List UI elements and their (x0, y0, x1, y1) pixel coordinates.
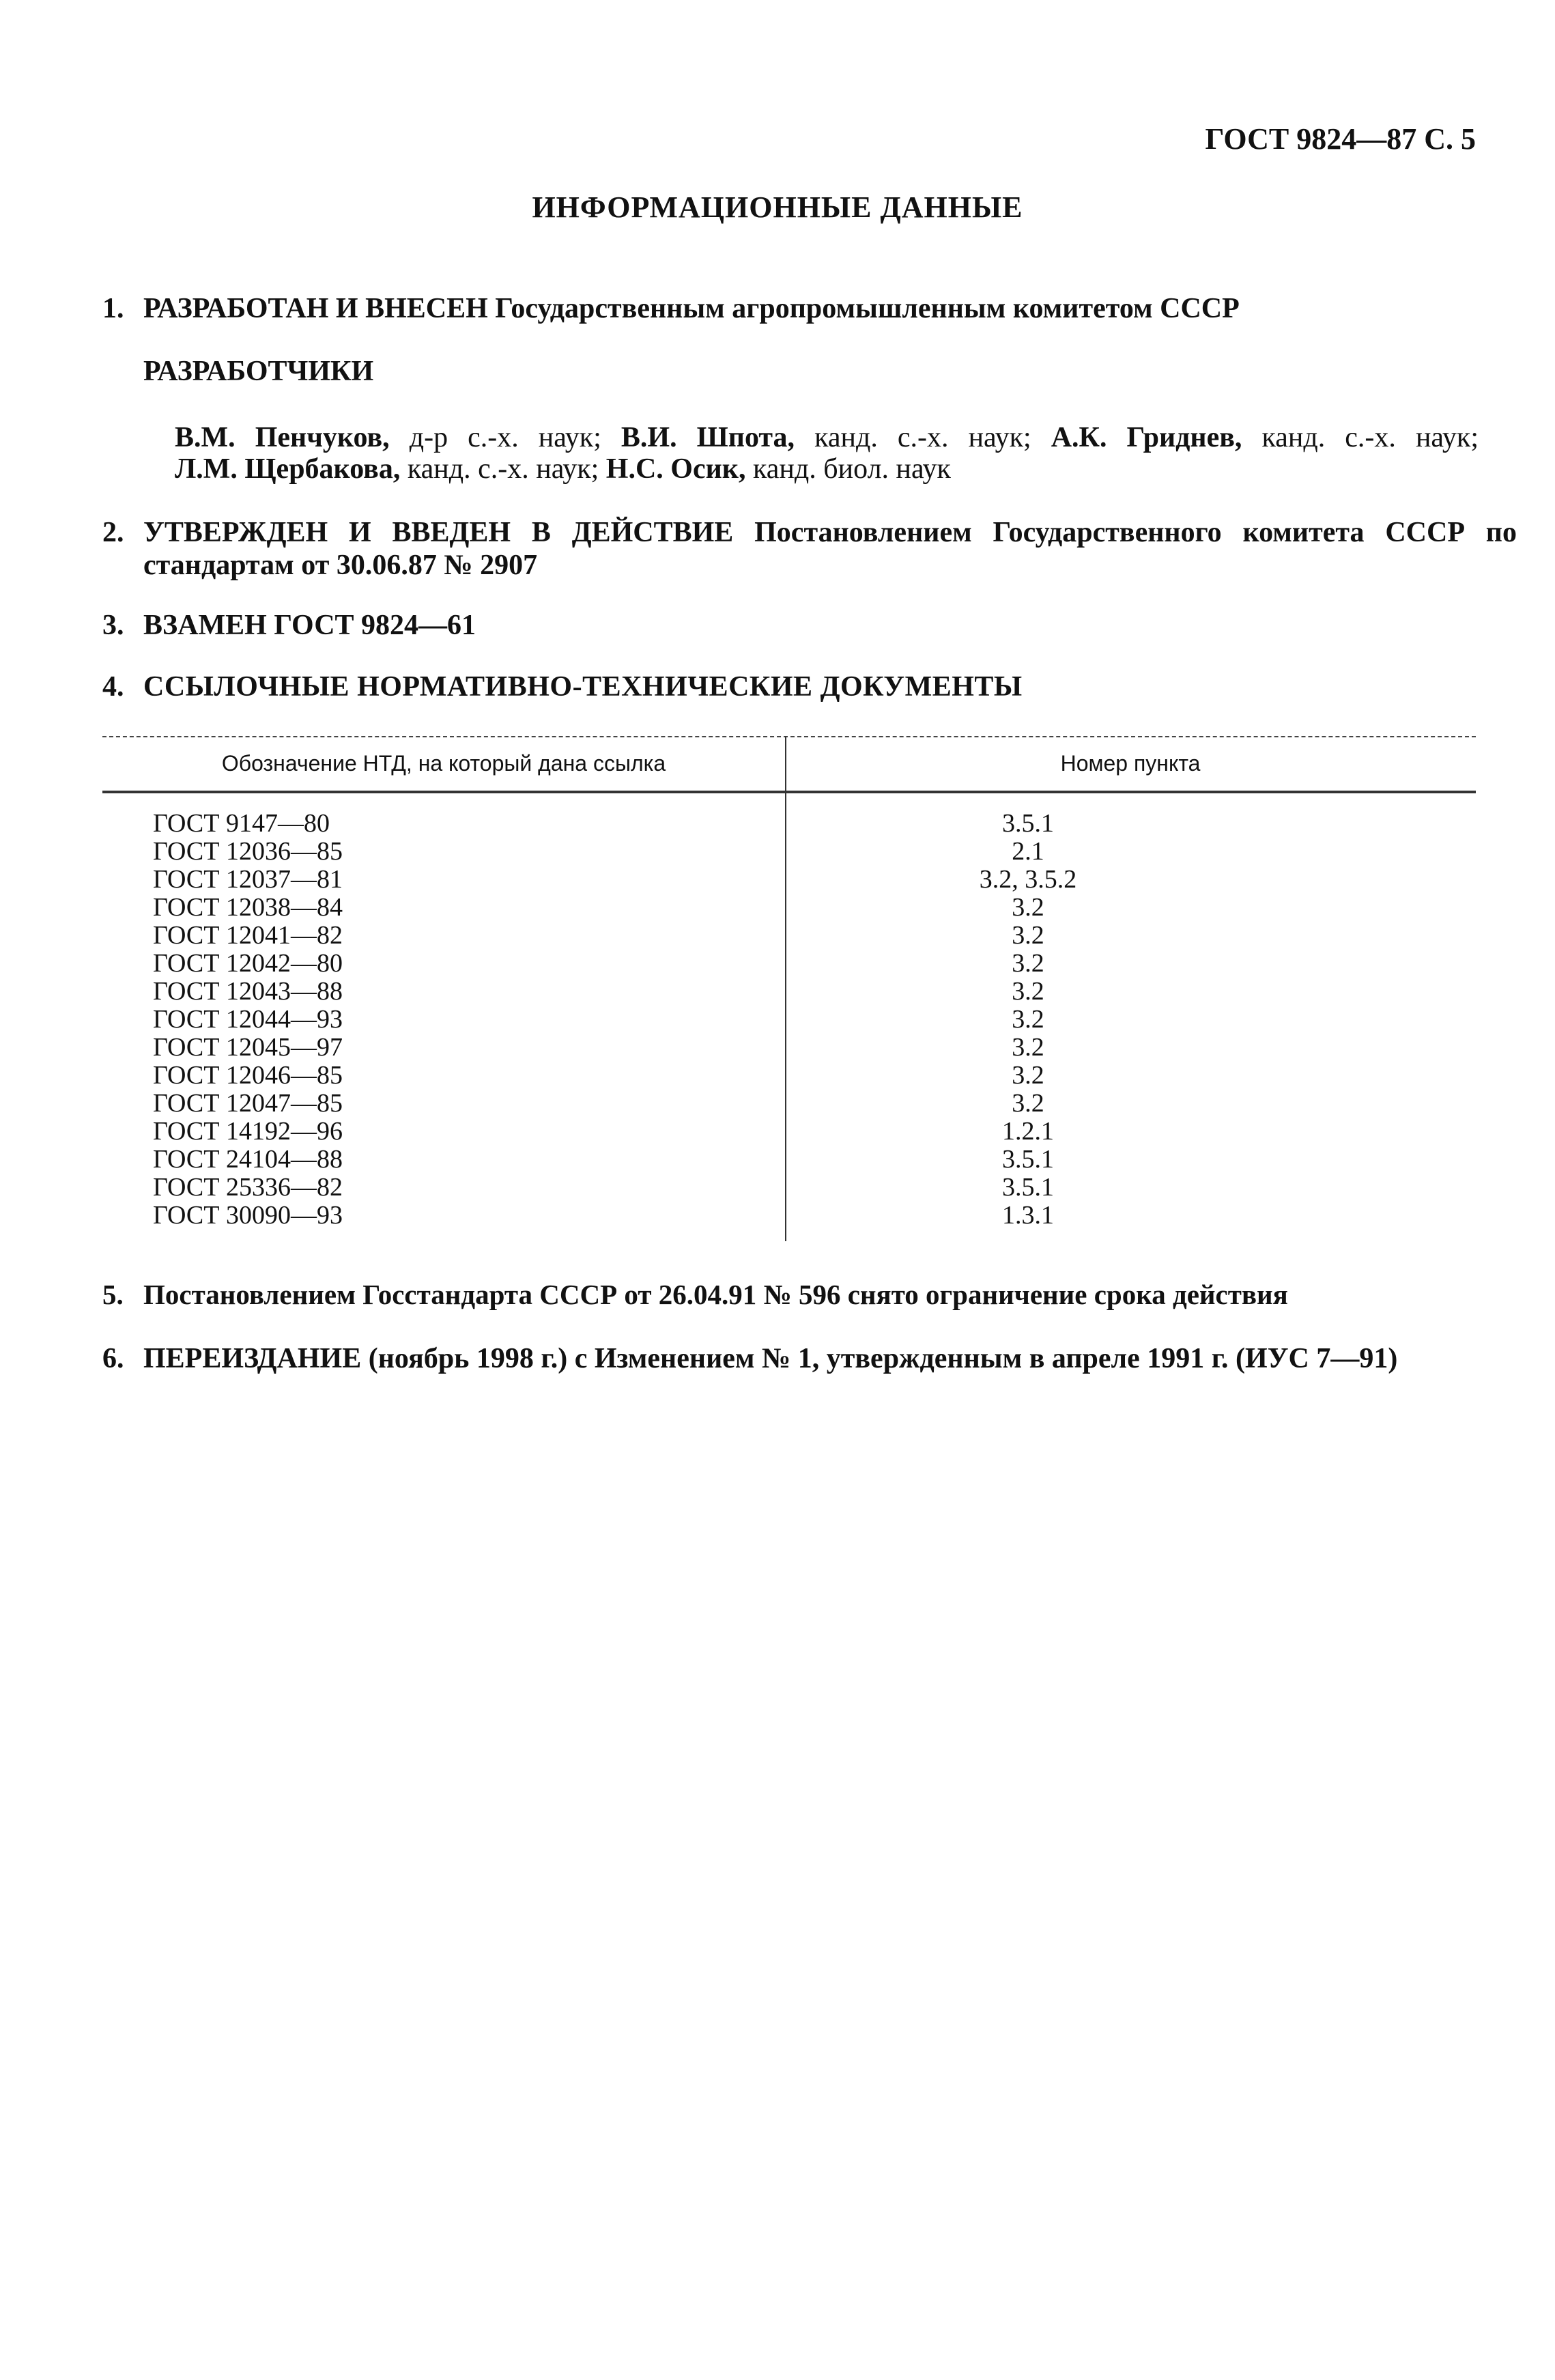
page-title: ИНФОРМАЦИОННЫЕ ДАННЫЕ (532, 190, 1023, 224)
developer-name: Н.С. Осик, (605, 453, 746, 485)
table-cell-clause: 3.2, 3.5.2 (979, 865, 1077, 894)
developer-title: канд. с.-х. наук; (1242, 422, 1479, 453)
item-3-number: 3. (102, 610, 124, 641)
table-row (102, 1146, 1476, 1174)
item-6 (102, 1342, 1476, 1375)
developer-name: В.И. Шпота, (620, 422, 795, 453)
developer-name: А.К. Гриднев, (1051, 422, 1242, 453)
table-cell-clause: 1.2.1 (1002, 1117, 1054, 1146)
table-cell-clause: 3.5.1 (1002, 809, 1054, 838)
table-row (102, 1034, 1476, 1062)
table-cell-clause: 3.2 (1012, 1089, 1044, 1118)
item-6-text: ПЕРЕИЗДАНИЕ (ноябрь 1998 г.) с Изменением № 1, утвержденным в апреле 1991 г. (ИУС 7—91) (143, 1343, 1398, 1374)
table-cell-document: ГОСТ 12036—85 (153, 837, 343, 866)
table-cell-clause: 3.2 (1012, 1061, 1044, 1090)
table-row (102, 894, 1476, 922)
developer-title: канд. с.-х. наук; (795, 422, 1051, 453)
table-row (102, 950, 1476, 978)
developers-list (175, 422, 1479, 485)
table-cell-document: ГОСТ 25336—82 (153, 1173, 343, 1202)
item-5-number: 5. (102, 1279, 124, 1310)
table-row (102, 1174, 1476, 1202)
table-cell-clause: 2.1 (1012, 837, 1044, 866)
table-row (102, 838, 1476, 866)
table-cell-clause: 3.2 (1012, 1005, 1044, 1034)
table-header-clause: Номер пункта (1060, 751, 1201, 776)
table-cell-document: ГОСТ 12043—88 (153, 977, 343, 1006)
table-cell-document: ГОСТ 9147—80 (153, 809, 330, 838)
table-header-document: Обозначение НТД, на который дана ссылка (221, 751, 666, 776)
developers-row-1 (175, 422, 1479, 453)
reference-table (102, 736, 1476, 1241)
table-cell-document: ГОСТ 12046—85 (153, 1061, 343, 1090)
developer-title: д-р с.-х. наук; (389, 422, 621, 453)
developers-heading: РАЗРАБОТЧИКИ (143, 356, 374, 387)
table-cell-document: ГОСТ 12047—85 (153, 1089, 343, 1118)
table-cell-clause: 3.5.1 (1002, 1173, 1054, 1202)
table-cell-document: ГОСТ 24104—88 (153, 1145, 343, 1174)
item-2-text: УТВЕРЖДЕН И ВВЕДЕН В ДЕЙСТВИЕ Постановлением Государственного комитета СССР по стандартам от 30.06.87 № 2907 (143, 517, 1517, 581)
table-cell-document: ГОСТ 12045—97 (153, 1033, 343, 1062)
item-4-text: ССЫЛОЧНЫЕ НОРМАТИВНО-ТЕХНИЧЕСКИЕ ДОКУМЕНТЫ (143, 671, 1023, 703)
developers-row-2 (175, 453, 1479, 485)
developer-name: Л.М. Щербакова, (175, 453, 401, 485)
item-1 (102, 292, 1476, 325)
developer-name: В.М. Пенчуков, (175, 422, 390, 453)
table-row (102, 1090, 1476, 1118)
table-cell-document: ГОСТ 30090—93 (153, 1201, 343, 1230)
table-cell-document: ГОСТ 12041—82 (153, 921, 343, 950)
table-cell-document: ГОСТ 12042—80 (153, 949, 343, 978)
table-cell-document: ГОСТ 12037—81 (153, 865, 343, 894)
table-cell-clause: 3.2 (1012, 893, 1044, 922)
item-1-text: РАЗРАБОТАН И ВНЕСЕН Государственным агропромышленным комитетом СССР (143, 293, 1240, 324)
table-cell-document: ГОСТ 12038—84 (153, 893, 343, 922)
item-4 (102, 670, 1476, 703)
item-5-text: Постановлением Госстандарта СССР от 26.04.91 № 596 снято ограничение срока действия (143, 1279, 1288, 1310)
table-cell-clause: 3.2 (1012, 1033, 1044, 1062)
table-row (102, 978, 1476, 1006)
table-cell-clause: 1.3.1 (1002, 1201, 1054, 1230)
item-4-number: 4. (102, 671, 124, 703)
table-body (102, 810, 1476, 1230)
table-cell-clause: 3.2 (1012, 949, 1044, 978)
table-cell-document: ГОСТ 14192—96 (153, 1117, 343, 1146)
table-cell-document: ГОСТ 12044—93 (153, 1005, 343, 1034)
table-header-rule (102, 791, 1476, 793)
page-header: ГОСТ 9824—87 С. 5 (1205, 122, 1476, 156)
item-5 (102, 1278, 1476, 1311)
item-1-number: 1. (102, 293, 124, 324)
table-row (102, 922, 1476, 950)
table-cell-clause: 3.2 (1012, 977, 1044, 1006)
developer-title: канд. с.-х. наук; (400, 453, 606, 485)
developer-title: канд. биол. наук (745, 453, 951, 485)
table-cell-clause: 3.2 (1012, 921, 1044, 950)
table-row (102, 1006, 1476, 1034)
table-row (102, 866, 1476, 894)
table-row (102, 810, 1476, 838)
item-3 (102, 609, 1476, 642)
item-2 (102, 516, 1517, 582)
table-row (102, 1118, 1476, 1146)
item-3-text: ВЗАМЕН ГОСТ 9824—61 (143, 610, 476, 641)
table-row (102, 1202, 1476, 1230)
table-row (102, 1062, 1476, 1090)
table-cell-clause: 3.5.1 (1002, 1145, 1054, 1174)
item-2-number: 2. (102, 517, 124, 548)
item-6-number: 6. (102, 1343, 124, 1374)
table-top-rule (102, 736, 1476, 737)
